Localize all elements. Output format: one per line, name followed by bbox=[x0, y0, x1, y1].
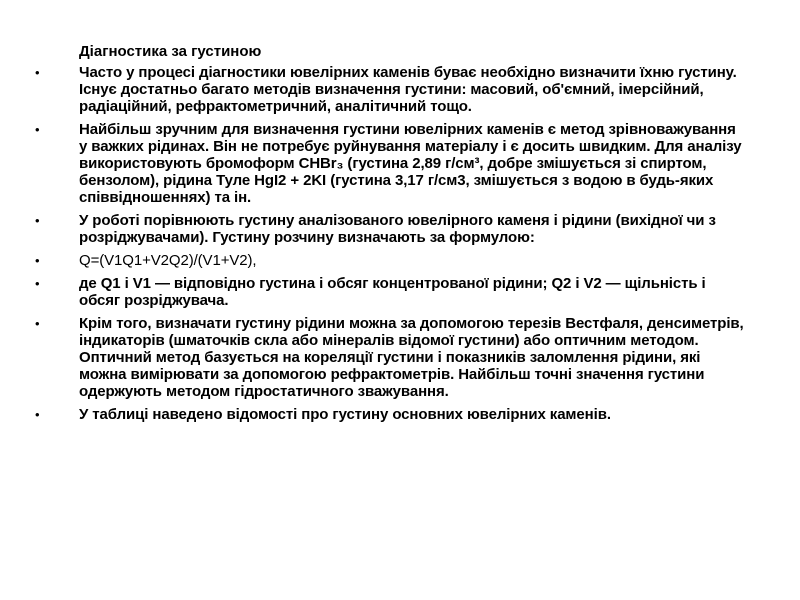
list-item-text: Часто у процесі діагностики ювелірних каменів буває необхідно визначити їхню густину. Існує достатньо багато методів визначення густини: масовий, об'ємний, імерсійний, радіаційний, рефрактометричний, аналітичний тощо. bbox=[79, 64, 737, 115]
bullet-icon: • bbox=[35, 316, 40, 331]
list-item bbox=[35, 64, 747, 115]
list-item bbox=[35, 275, 747, 309]
list-item-text: де Q1 і V1 — відповідно густина і обсяг концентрованої рідини; Q2 і V2 — щільність і обсяг розріджувача. bbox=[79, 275, 706, 309]
bullet-icon: • bbox=[35, 276, 40, 291]
bullet-icon: • bbox=[35, 65, 40, 80]
list-item-text: Найбільш зручним для визначення густини ювелірних каменів є метод зрівноважування у важких рідинах. Він не потребує руйнування матеріалу і є досить швидким. Для аналізу використовують бромоформ CHBr₃ (густина 2,89 г/см³, добре змішується зі спиртом, бензолом), рідина Туле HgI2 + 2KI (густина 3,17 г/см3, змішується з водою в будь-яких співвідношеннях) та ін. bbox=[79, 121, 742, 206]
bullet-icon: • bbox=[35, 407, 40, 422]
list-item bbox=[35, 252, 747, 269]
list-item-text: Крім того, визначати густину рідини можна за допомогою терезів Вестфаля, денсиметрів, індикаторів (шматочків скла або мінералів відомої густини) або оптичним методом. Оптичний метод базується на кореляції густини і показників заломлення рідини, які можна вимірювати за допомогою рефрактометрів. Найбільш точні значення густини одержують методом гідростатичного зважування. bbox=[79, 315, 744, 400]
bullet-list bbox=[35, 64, 747, 429]
list-item bbox=[35, 212, 747, 246]
list-item bbox=[35, 121, 747, 206]
list-item-text: У таблиці наведено відомості про густину основних ювелірних каменів. bbox=[79, 406, 611, 423]
bullet-icon: • bbox=[35, 253, 40, 268]
slide-title: Діагностика за густиною bbox=[79, 43, 262, 60]
list-item bbox=[35, 406, 747, 423]
bullet-icon: • bbox=[35, 213, 40, 228]
bullet-icon: • bbox=[35, 122, 40, 137]
list-item bbox=[35, 315, 747, 400]
formula-text: Q=(V1Q1+V2Q2)/(V1+V2), bbox=[79, 252, 257, 269]
list-item-text: У роботі порівнюють густину аналізованого ювелірного каменя і рідини (вихідної чи з розріджувачами). Густину розчину визначають за формулою: bbox=[79, 212, 716, 246]
